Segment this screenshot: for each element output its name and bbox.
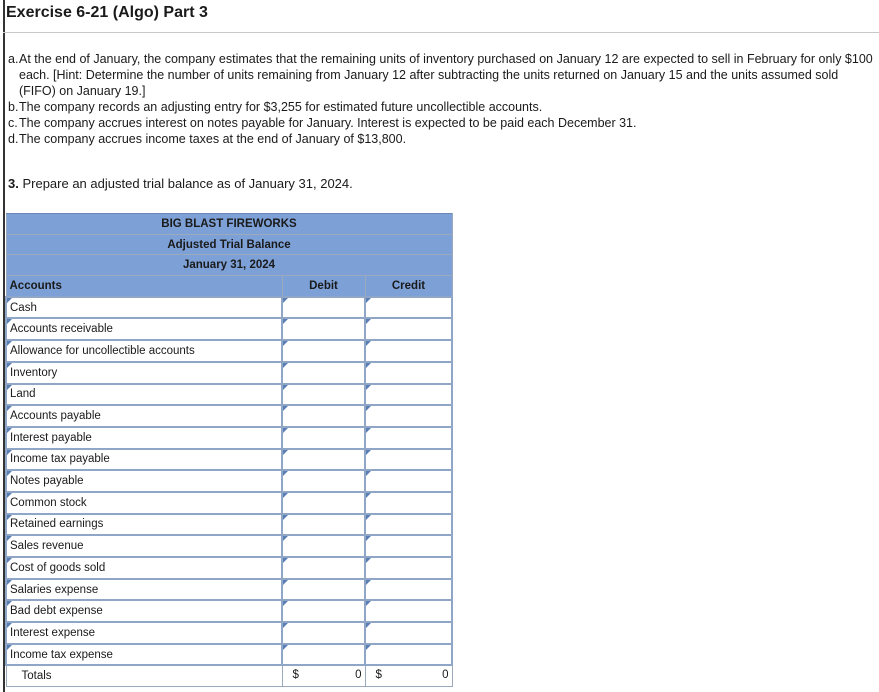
table-row [6,514,452,536]
account-name-input[interactable]: Cash [6,297,282,319]
credit-amount-input[interactable] [365,470,452,492]
credit-amount-input[interactable] [365,514,452,536]
debit-amount-input[interactable] [282,427,365,449]
table-row [6,297,452,319]
credit-amount-input[interactable] [365,579,452,601]
credit-amount-input[interactable] [365,557,452,579]
credit-amount-input[interactable] [365,297,452,319]
account-name-input[interactable]: Interest payable [6,427,282,449]
credit-amount-input[interactable] [365,427,452,449]
total-credit-value: 0 [442,669,449,682]
table-row [6,318,452,340]
instruction-text: At the end of January, the company estimates that the remaining units of inventory purchased on January 12 are expected to sell in February for only $100 each. [Hint: Determine the number of units remaining from January 12 after subtracting the units returned on January 15 and the units assumed sold (FIFO) on January 19.] [19,52,873,98]
debit-amount-input[interactable] [282,470,365,492]
debit-amount-input[interactable] [282,535,365,557]
credit-amount-input[interactable] [365,644,452,666]
debit-amount-input[interactable] [282,362,365,384]
instruction-letter: b. [8,100,19,114]
total-credit-cell [365,665,452,686]
requirement-number: 3. [8,176,19,191]
statement-date: January 31, 2024 [6,255,452,276]
debit-amount-input[interactable] [282,340,365,362]
table-row [6,622,452,644]
debit-amount-input[interactable] [282,405,365,427]
debit-amount-input[interactable] [282,384,365,406]
instruction-letter: a. [8,52,19,66]
debit-amount-input[interactable] [282,449,365,471]
instructions-list [8,51,873,147]
credit-amount-input[interactable] [365,449,452,471]
debit-column-header: Debit [282,276,365,297]
instruction-text: The company accrues interest on notes payable for January. Interest is expected to be paid each December 31. [19,116,637,130]
credit-amount-input[interactable] [365,600,452,622]
debit-amount-input[interactable] [282,492,365,514]
page-title: Exercise 6-21 (Algo) Part 3 [6,4,208,21]
instruction-letter: c. [8,116,18,130]
total-debit-value: 0 [355,669,362,682]
account-name-input[interactable]: Land [6,384,282,406]
table-row [6,644,452,666]
currency-symbol: $ [292,669,299,682]
account-name-input[interactable]: Inventory [6,362,282,384]
table-row [6,405,452,427]
table-row [6,449,452,471]
table-row [6,384,452,406]
credit-amount-input[interactable] [365,492,452,514]
credit-amount-input[interactable] [365,535,452,557]
instruction-text: The company records an adjusting entry for $3,255 for estimated future uncollectible accounts. [19,100,543,114]
table-row [6,557,452,579]
credit-amount-input[interactable] [365,384,452,406]
debit-amount-input[interactable] [282,514,365,536]
account-name-input[interactable]: Cost of goods sold [6,557,282,579]
account-name-input[interactable]: Sales revenue [6,535,282,557]
account-name-input[interactable]: Accounts payable [6,405,282,427]
company-name: BIG BLAST FIREWORKS [6,214,452,235]
credit-column-header: Credit [365,276,452,297]
table-row [6,427,452,449]
requirement-body: Prepare an adjusted trial balance as of January 31, 2024. [22,176,353,191]
table-row [6,492,452,514]
account-name-input[interactable]: Common stock [6,492,282,514]
instruction-b [8,99,873,115]
credit-amount-input[interactable] [365,362,452,384]
credit-amount-input[interactable] [365,340,452,362]
credit-amount-input[interactable] [365,405,452,427]
table-row [6,600,452,622]
account-name-input[interactable]: Retained earnings [6,514,282,536]
debit-amount-input[interactable] [282,644,365,666]
requirement-text [8,176,353,191]
accounts-column-header: Accounts [6,276,282,297]
account-name-input[interactable]: Salaries expense [6,579,282,601]
debit-amount-input[interactable] [282,579,365,601]
total-debit-cell [282,665,365,686]
table-row [6,340,452,362]
account-name-input[interactable]: Notes payable [6,470,282,492]
debit-amount-input[interactable] [282,600,365,622]
credit-amount-input[interactable] [365,622,452,644]
totals-row [6,665,452,686]
instruction-a [8,51,873,99]
debit-amount-input[interactable] [282,318,365,340]
statement-title: Adjusted Trial Balance [6,234,452,255]
table-row [6,579,452,601]
instruction-d [8,131,873,147]
credit-amount-input[interactable] [365,318,452,340]
account-name-input[interactable]: Income tax payable [6,449,282,471]
account-name-input[interactable]: Income tax expense [6,644,282,666]
account-name-input[interactable]: Interest expense [6,622,282,644]
instruction-letter: d. [8,132,19,146]
account-name-input[interactable]: Bad debt expense [6,600,282,622]
account-name-input[interactable]: Accounts receivable [6,318,282,340]
instruction-text: The company accrues income taxes at the end of January of $13,800. [19,132,407,146]
debit-amount-input[interactable] [282,297,365,319]
adjusted-trial-balance-table [5,213,453,687]
account-name-input[interactable]: Allowance for uncollectible accounts [6,340,282,362]
table-row [6,362,452,384]
title-divider [3,32,879,33]
currency-symbol: $ [375,669,382,682]
totals-label: Totals [6,665,282,686]
table-row [6,535,452,557]
instruction-c [8,115,873,131]
debit-amount-input[interactable] [282,622,365,644]
debit-amount-input[interactable] [282,557,365,579]
table-row [6,470,452,492]
